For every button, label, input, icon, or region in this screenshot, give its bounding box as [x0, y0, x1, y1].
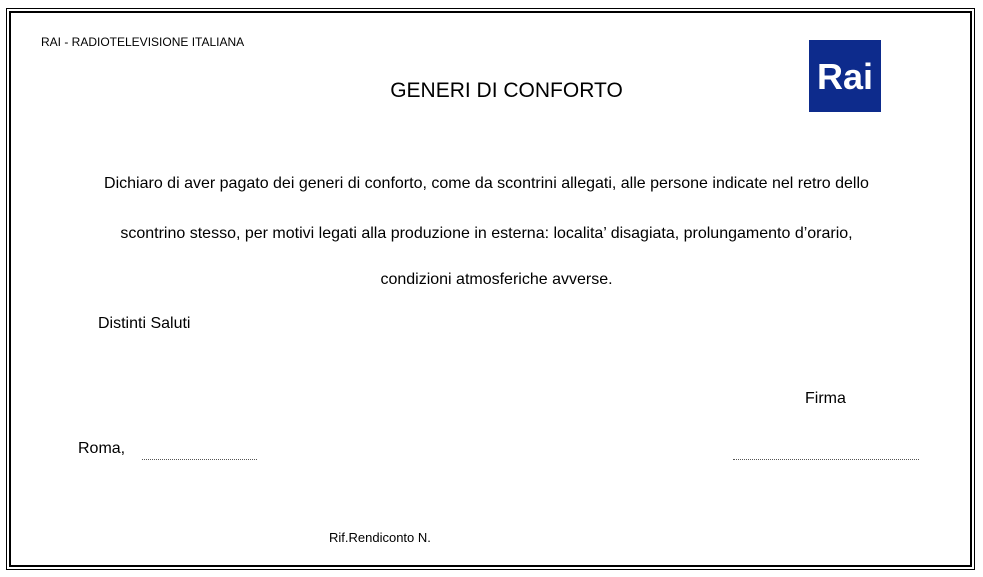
signature-label: Firma: [805, 390, 846, 407]
place-label: Roma,: [78, 440, 126, 457]
declaration-line-2: scontrino stesso, per motivi legati alla produzione in esterna: localita’ disagiata, prolungamento d’orario,: [120, 225, 853, 242]
signature-field-line[interactable]: [733, 459, 919, 460]
declaration-line-1: Dichiaro di aver pagato dei generi di conforto, come da scontrini allegati, alle persone indicate nel retro dello: [104, 175, 869, 192]
rai-logo-text: Rai: [816, 56, 874, 97]
declaration-line-3: condizioni atmosferiche avverse.: [380, 271, 613, 288]
closing-greeting: Distinti Saluti: [98, 315, 191, 332]
rai-logo: [809, 40, 881, 112]
organization-name: RAI - RADIOTELEVISIONE ITALIANA: [41, 35, 245, 49]
rai-logo-mark: [809, 40, 881, 112]
document-title: GENERI DI CONFORTO: [390, 79, 623, 102]
reference-label: Rif.Rendiconto N.: [329, 530, 431, 545]
date-field-line[interactable]: [142, 459, 257, 460]
